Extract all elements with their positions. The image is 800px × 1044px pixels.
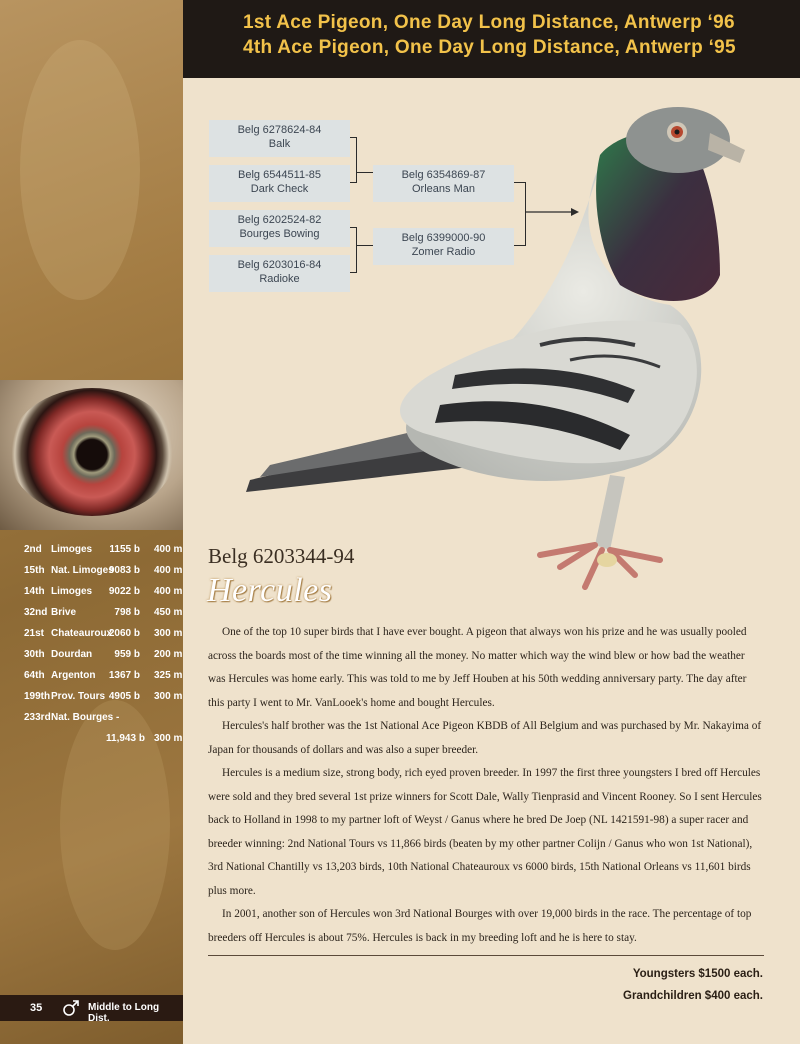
result-row: 32nd Brive 798 b 450 m <box>24 607 183 618</box>
result-row: 14th Limoges 9022 b 400 m <box>24 586 183 597</box>
male-symbol-icon <box>62 999 80 1017</box>
result-row: 233rd Nat. Bourges - <box>24 712 120 723</box>
result-row: 30th Dourdan 959 b 200 m <box>24 649 183 660</box>
paragraph: One of the top 10 super birds that I have ever bought. A pigeon that always won his prize and he was usually pooled across the boards most of the time winning all the money. No matter which way the wind blew or how bad the weather was Hercules was home early. This was told to me by Jeff Houben at his 50th wedding anniversary party. The day after this party I went to Mr. VanLooek's home and bought Hercules. <box>208 626 747 709</box>
pedigree-parent: Belg 6399000-90 Zomer Radio <box>373 228 514 265</box>
pigeon-photo <box>240 105 760 605</box>
paragraph: Hercules's half brother was the 1st National Ace Pigeon KBDB of All Belgium and was purchased by Mr. Nakayima of Japan for thousands of dollars and was also a super breeder. <box>208 720 762 756</box>
race-results <box>0 540 183 750</box>
description <box>208 621 764 950</box>
pedigree-grandparent: Belg 6544511-85 Dark Check <box>209 165 350 202</box>
bird-ring-number: Belg 6203344-94 <box>208 544 355 568</box>
header-title-2: 4th Ace Pigeon, One Day Long Distance, Antwerp ‘95 <box>243 37 736 58</box>
price-youngsters: Youngsters $1500 each. <box>632 968 763 980</box>
header-banner <box>183 0 800 78</box>
header-title-1: 1st Ace Pigeon, One Day Long Distance, Antwerp ‘96 <box>243 12 735 33</box>
footer-label: Middle to Long Dist. <box>88 1002 160 1024</box>
pedigree-parent: Belg 6354869-87 Orleans Man <box>373 165 514 202</box>
result-row: 21st Chateauroux 2060 b 300 m <box>24 628 183 639</box>
price-grandchildren: Grandchildren $400 each. <box>623 990 763 1002</box>
pigeon-eye <box>8 388 176 516</box>
paragraph: Hercules is a medium size, strong body, rich eyed proven breeder. In 1997 the first three youngsters I bred off Hercules were sold and they bred several 1st prize winners for Scott Dale, Wally Tienprasid and Vincent Rooney. So I sent Hercules back to Holland in 1998 to my partner loft of Weyst / Ganus where he bred De Joep (NL 1421591-98) a super racer and breeder winning: 2nd National Tours vs 11,866 birds (beaten by my other partner Colijn / Ganus who won 1st National), 3rd National Chantilly vs 13,203 birds, 10th National Chateauroux vs 6000 birds, 15th National Orleans vs 11,601 birds plus more. <box>208 767 762 897</box>
result-row: 64th Argenton 1367 b 325 m <box>24 670 183 681</box>
result-row: 15th Nat. Limoges 9083 b 400 m <box>24 565 183 576</box>
feather-texture <box>20 40 140 300</box>
bird-name: Hercules <box>207 572 333 609</box>
result-row: 11,943 b 300 m <box>106 733 183 744</box>
result-row: 199th Prov. Tours 4905 b 300 m <box>24 691 183 702</box>
result-row: 2nd Limoges 1155 b 400 m <box>24 544 183 555</box>
pedigree-grandparent: Belg 6278624-84 Balk <box>209 120 350 157</box>
divider <box>208 955 764 956</box>
pedigree-grandparent: Belg 6203016-84 Radioke <box>209 255 350 292</box>
eye-photo <box>0 380 183 530</box>
page-footer <box>0 995 183 1024</box>
page-number: 35 <box>30 1002 43 1014</box>
pedigree-grandparent: Belg 6202524-82 Bourges Bowing <box>209 210 350 247</box>
paragraph: In 2001, another son of Hercules won 3rd National Bourges with over 19,000 birds in the race. The percentage of top breeders off Hercules is about 75%. Hercules is back in my breeding loft and he is here to stay. <box>208 908 752 944</box>
